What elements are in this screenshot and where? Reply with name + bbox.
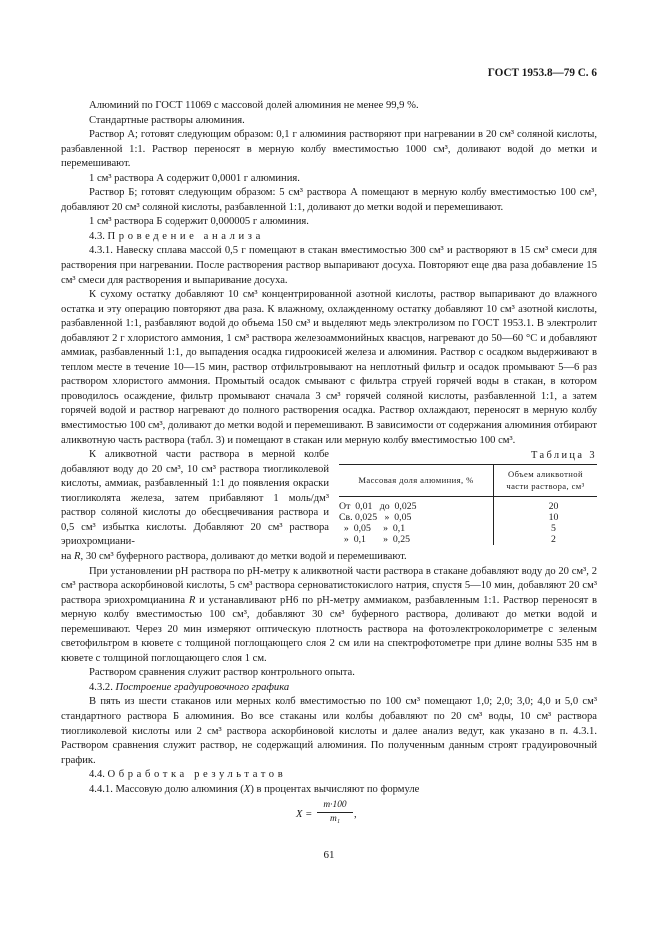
paragraph: Раствор А; готовят следующим образом: 0,1 г алюминия растворяют при нагревании в 20 см³ соляной кислоты, разбавленной 1:1. Раствор переносят в мерную колбу вместимостью 1000 см³, доливают водой до метки и перемешивают.	[61, 129, 597, 170]
paragraph-4-3-1: 4.3.1. Навеску сплава массой 0,5 г помещают в стакан вместимостью 300 см³ и растворяют в 15 см³ смеси для растворения при нагревании. После растворения раствор выпаривают досуха. Повторяют еще два раза добавление 15 см³ смеси для растворения и выпаривание досуха.	[61, 245, 597, 286]
table-header-mass-fraction: Массовая доля алюминия, %	[339, 464, 494, 496]
reagent-r: R	[74, 550, 81, 562]
table-row	[339, 523, 597, 534]
table-row	[339, 496, 597, 512]
section-number: 4.4.	[89, 769, 105, 781]
paragraph: 1 см³ раствора Б содержит 0,000005 г алюминия.	[89, 216, 309, 228]
table-row	[339, 534, 597, 545]
page-number: 61	[323, 849, 335, 861]
table-cell-volume: 2	[551, 534, 556, 546]
aliquot-table	[339, 464, 597, 546]
table-cell-range: Св. 0,025 » 0,05	[339, 512, 494, 523]
formula-numerator: m·100	[317, 800, 353, 813]
section-title: Обработка результатов	[107, 769, 287, 781]
document-body	[61, 99, 597, 830]
table-row	[339, 512, 597, 523]
table-caption: Таблица 3	[530, 450, 597, 462]
paragraph-ph: При установлении рН раствора по рН-метру к аликвотной части раствора в стакане добавляют воду до 20 см³, 2 см³ раствора аскорбиновой кислоты, 5 см³ раствора серноватистокислого натрия, спустя 5—10 мин, добавляют 20 см³ раствора эриохромцианина R и устанавливают рН6 по рН-метру аммиаком, разбавленным 1:1. Раствор переносят в мерную колбу вместимостью 100 см³, добавляют 30 см³ буферного раствора, доливают до метки водой и перемешивают. Через 20 мин измеряют оптическую плотность раствора на фотоэлектроколориметре с зеленым светофильтром в кювете с толщиной поглощающего слоя 2 см или на спектрофотометре при длине волны 535 нм в кювете с толщиной поглощающего слоя 1 см.	[61, 565, 597, 664]
paragraph-4-4-1: 4.4.1. Массовую долю алюминия (X) в процентах вычисляют по формуле	[89, 783, 420, 795]
table-cell-range: От 0,01 до 0,025	[339, 496, 494, 512]
formula-fraction	[317, 800, 353, 825]
table-cell-range: » 0,1 » 0,25	[339, 534, 494, 545]
table-cell-volume: 20	[548, 500, 559, 512]
page-header: ГОСТ 1953.8—79 С. 6	[487, 67, 597, 79]
table-header-volume: Объем аликвотной части раствора, см³	[494, 464, 598, 496]
paragraph-4-3-2: В пять из шести стаканов или мерных колб вместимостью по 100 см³ помещают 1,0; 2,0; 3,0; 4,0 и 5,0 см³ стандартного раствора Б алюминия. Во все стаканы или колбы добавляют по 20 см³ воды, 10 см³ раствора тиогликолевой кислоты или 2 см³ раствора аскорбиновой кислоты и далее анализ ведут, как указано в п. 4.3.1. Раствором сравнения служит раствор, не содержащий алюминия. По полученным данным строят градуировочный график.	[61, 696, 597, 766]
table-cell-volume: 5	[551, 523, 556, 535]
paragraph-dry-residue: К сухому остатку добавляют 10 см³ концентрированной азотной кислоты, раствор выпаривают до влажного остатка и эту операцию повторяют два раза. К влажному, охлажденному остатку добавляют 10 см³ азотной кислоты, разбавленной 1:1, разбавляют водой до объема 150 см³ и выделяют медь электролизом по ГОСТ 1953.1. В электролит добавляют 2 г хлористого аммония, 1 см³ раствора железоаммонийных квасцов, нагревают до 50—60 °С и добавляют аммиак, разбавленный 1:1, до выпадения осадка гидроокисей железа и алюминия. Раствор с осадком выдерживают в теплом месте в течение 10—15 мин, раствор отфильтровывают на неплотный фильтр и осадок промывают 5—6 раз раствором хлористого аммония. Промытый осадок смывают с фильтра струей горячей воды в стакан, в котором проводилось осаждение, фильтр промывают сначала 3 см³ горячей соляной кислоты, разбавленной 1:1, а затем горячей водой и раствор нагревают до полного растворения осадка. Раствор охлаждают, переносят в мерную колбу вместимостью 100 см³, доливают до метки водой и перемешивают. В зависимости от содержания алюминия отбирают аликвотную часть раствора (табл. 3) и помещают в стакан или мерную колбу вместимостью 100 см³.	[61, 289, 597, 446]
table-cell-volume: 10	[548, 511, 559, 523]
paragraph: Раствор Б; готовят следующим образом: 5 см³ раствора А помещают в мерную колбу вместимостью 100 см³, добавляют 20 см³ соляной кислоты, разбавленной 1:1, доливают до метки водой и перемешивают.	[61, 187, 597, 213]
formula-lhs: X =	[296, 809, 313, 821]
formula-comma: ,	[354, 809, 357, 821]
section-title: Проведение анализа	[107, 230, 264, 242]
table-3	[339, 449, 597, 545]
table-cell-range: » 0,05 » 0,1	[339, 523, 494, 534]
subsection-title: Построение градуировочного графика	[115, 681, 290, 693]
reagent-r: R	[188, 594, 196, 606]
paragraph: 1 см³ раствора А содержит 0,0001 г алюминия.	[89, 172, 300, 184]
section-heading-4-4	[61, 768, 597, 783]
formula-denominator: m₁	[329, 814, 341, 825]
paragraph: Стандартные растворы алюминия.	[89, 114, 245, 126]
paragraph: Алюминий по ГОСТ 11069 с массовой долей алюминия не менее 99,9 %.	[89, 100, 419, 111]
paragraph-aliquot-continued: на R, 30 см³ буферного раствора, доливают до метки водой и перемешивают.	[61, 550, 407, 562]
section-heading-4-3	[61, 230, 597, 245]
paragraph-reference: Раствором сравнения служит раствор контрольного опыта.	[89, 667, 355, 679]
formula	[61, 800, 597, 830]
section-number: 4.3.	[89, 230, 105, 242]
paragraph-aliquot: К аликвотной части раствора в мерной колбе добавляют воду до 20 см³, 10 см³ раствора тиогликолевой кислоты, аммиак, разбавленный 1:1 до появления окраски тиогликолята железа, затем прибавляют 1 моль/дм³ раствор соляной кислоты до обесцвечивания раствора и 0,5 см³ избытка кислоты. Добавляют 20 см³ раствора эриохромциани-	[61, 449, 329, 548]
paragraph-4-3-2-heading: 4.3.2. Построение градуировочного графика	[89, 681, 290, 693]
